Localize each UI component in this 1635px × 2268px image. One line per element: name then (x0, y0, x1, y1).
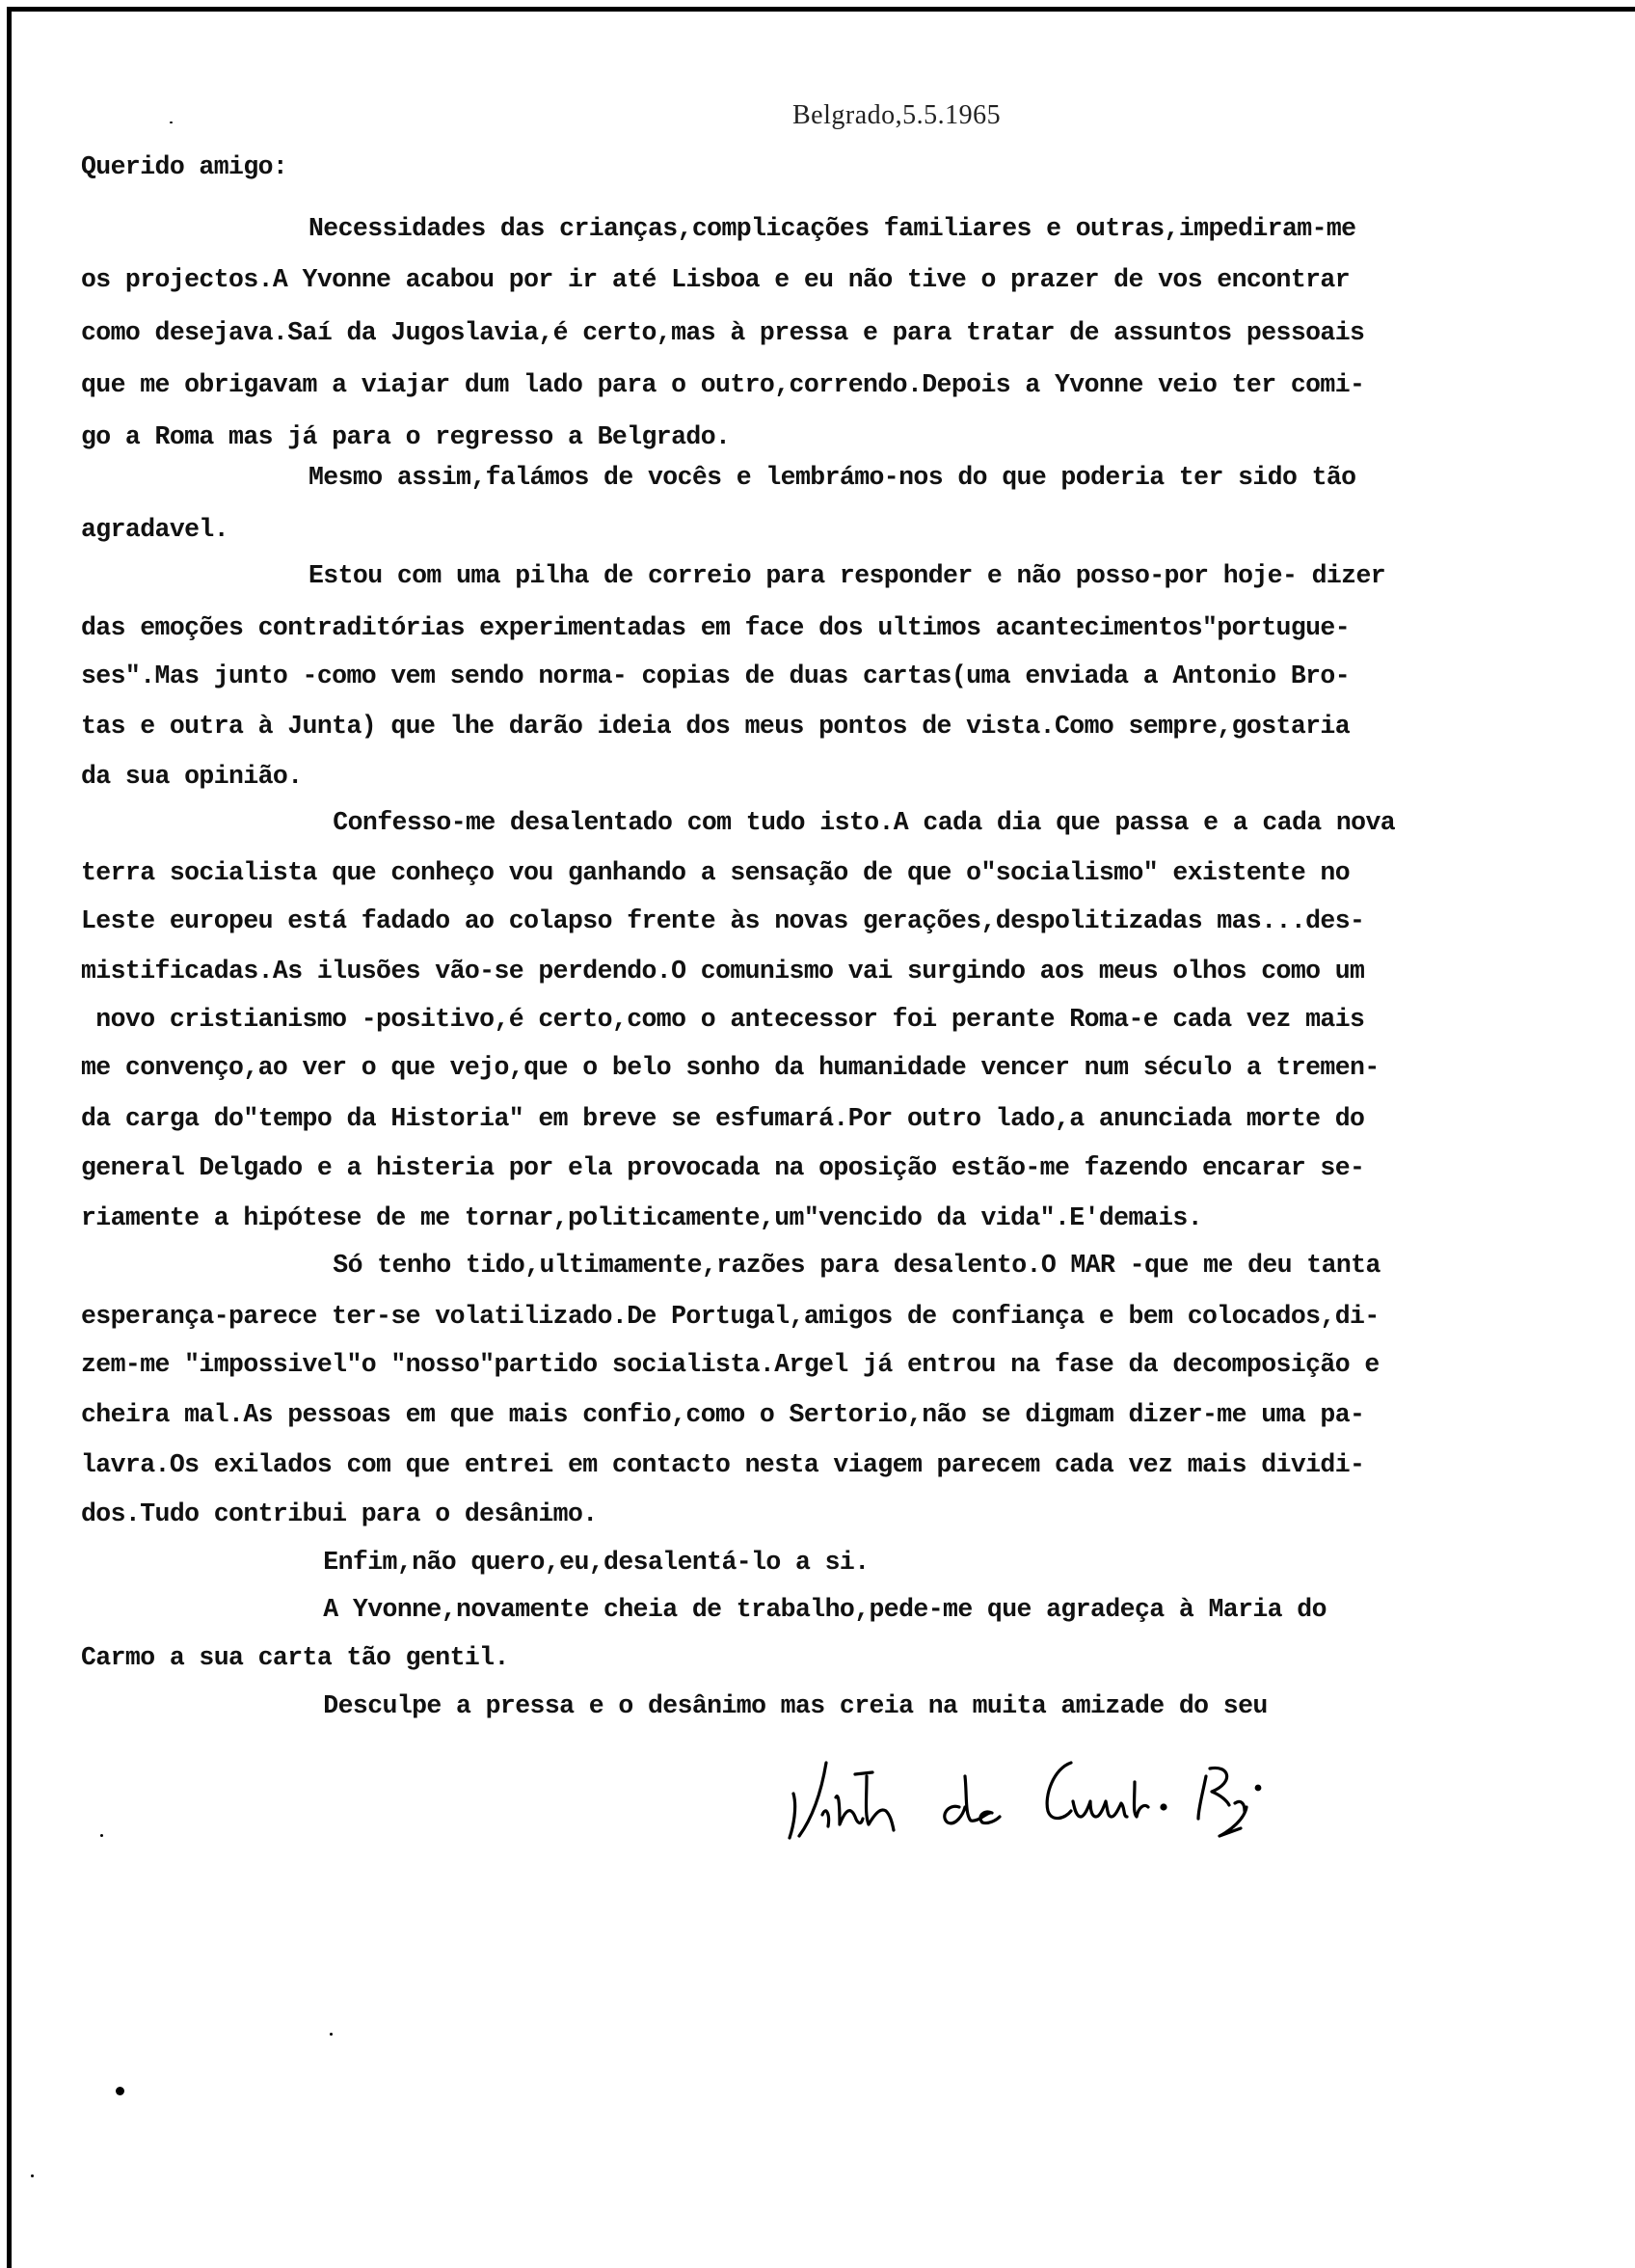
body-line: os projectos.A Yvonne acabou por ir até Lisboa e eu não tive o prazer de vos encontrar (81, 265, 1351, 294)
body-line: Mesmo assim,falámos de vocês e lembrámo-nos do que poderia ter sido tão (308, 463, 1356, 492)
body-line: zem-me "impossivel"o "nosso"partido socialista.Argel já entrou na fase da decomposição e (81, 1350, 1380, 1379)
body-line: Confesso-me desalentado com tudo isto.A cada dia que passa e a cada nova (318, 808, 1396, 837)
body-line: dos.Tudo contribui para o desânimo. (81, 1499, 598, 1528)
body-line: Enfim,não quero,eu,desalentá-lo a si. (308, 1548, 870, 1577)
body-line: ses".Mas junto -como vem sendo norma- copias de duas cartas(uma enviada a Antonio Bro- (81, 662, 1351, 690)
body-line: general Delgado e a histeria por ela provocada na oposição estão-me fazendo encarar se- (81, 1153, 1365, 1182)
body-line: me convenço,ao ver o que vejo,que o belo sonho da humanidade vencer num século a tremen- (81, 1053, 1380, 1082)
body-line: mistificadas.As ilusões vão-se perdendo.O comunismo vai surgindo aos meus olhos como um (81, 957, 1365, 986)
body-line: das emoções contraditórias experimentadas em face dos ultimos acantecimentos"portugue- (81, 613, 1351, 642)
scan-speck (170, 122, 173, 123)
body-line: esperança-parece ter-se volatilizado.De Portugal,amigos de confiança e bem colocados,di- (81, 1302, 1380, 1331)
body-line: Necessidades das crianças,complicações familiares e outras,impediram-me (308, 214, 1356, 243)
body-line: agradavel. (81, 515, 229, 544)
body-line: cheira mal.As pessoas em que mais confio,como o Sertorio,não se digmam dizer-me uma pa- (81, 1400, 1365, 1429)
body-line: Só tenho tido,ultimamente,razões para desalento.O MAR -que me deu tanta (318, 1251, 1380, 1280)
body-line: que me obrigavam a viajar dum lado para o outro,correndo.Depois a Yvonne veio ter comi- (81, 370, 1365, 399)
body-line: Desculpe a pressa e o desânimo mas creia na muita amizade do seu (308, 1691, 1268, 1720)
body-line: novo cristianismo -positivo,é certo,como o antecessor foi perante Roma-e cada vez mais (81, 1005, 1365, 1034)
scan-speck (116, 2087, 124, 2095)
body-line: da sua opinião. (81, 762, 303, 791)
body-line: Leste europeu está fadado ao colapso frente às novas gerações,despolitizadas mas...des- (81, 906, 1365, 935)
body-line: Estou com uma pilha de correio para responder e não posso-por hoje- dizer (308, 561, 1386, 590)
body-line: A Yvonne,novamente cheia de trabalho,pede-me que agradeça à Maria do (308, 1595, 1327, 1624)
scan-speck (100, 1834, 103, 1837)
body-line: como desejava.Saí da Jugoslavia,é certo,mas à pressa e para tratar de assuntos pessoais (81, 318, 1365, 347)
handwritten-signature (786, 1747, 1306, 1853)
body-line: da carga do"tempo da Historia" em breve se esfumará.Por outro lado,a anunciada morte do (81, 1104, 1365, 1133)
body-line: riamente a hipótese de me tornar,politicamente,um"vencido da vida".E'demais. (81, 1203, 1202, 1232)
place-date: Belgrado,5.5.1965 (792, 100, 1002, 130)
body-line: terra socialista que conheço vou ganhando a sensação de que o"socialismo" existente no (81, 858, 1351, 887)
body-line: go a Roma mas já para o regresso a Belgrado. (81, 422, 731, 451)
scan-speck (330, 2033, 333, 2036)
body-line: tas e outra à Junta) que lhe darão ideia dos meus pontos de vista.Como sempre,gostaria (81, 712, 1351, 741)
body-line: lavra.Os exilados com que entrei em contacto nesta viagem parecem cada vez mais dividi- (81, 1450, 1365, 1479)
body-line: Carmo a sua carta tão gentil. (81, 1643, 509, 1672)
scan-speck (31, 2174, 34, 2177)
salutation: Querido amigo: (81, 152, 288, 181)
